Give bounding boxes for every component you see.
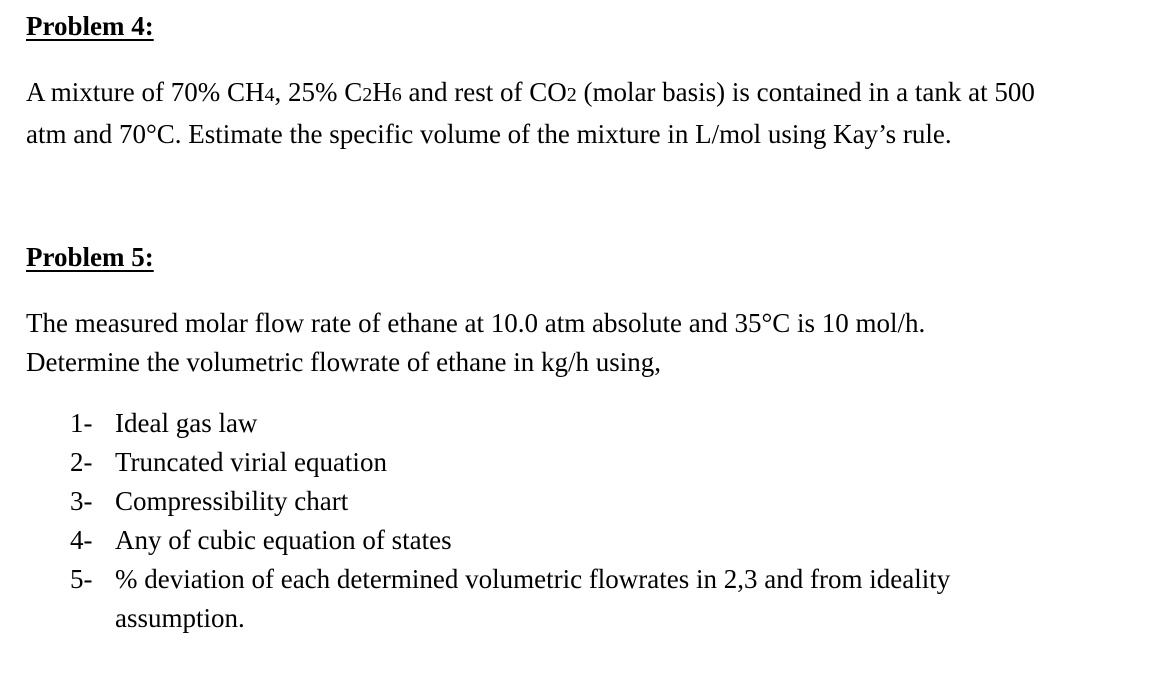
list-item-text: Compressibility chart: [115, 486, 349, 516]
subscript-text: 6: [391, 84, 402, 106]
problem-5-line-1: The measured molar flow rate of ethane at 10.0 atm absolute and 35°C is 10 mol/h.: [26, 308, 926, 338]
list-item-text: % deviation of each determined volumetric flowrates in 2,3 and from ideality assumption.: [115, 564, 951, 633]
text-run: (molar basis) is contained in a tank at 500: [576, 77, 1035, 107]
text-run: and rest of CO: [401, 77, 567, 107]
problem-4-heading: Problem 4:: [26, 11, 154, 41]
problem-5-line-2: Determine the volumetric flowrate of ethane in kg/h using,: [26, 347, 662, 377]
list-item-text: Ideal gas law: [115, 408, 258, 438]
list-item: [70, 404, 1110, 443]
list-item-number: 5-: [70, 564, 93, 594]
text-run: , 25% C: [274, 77, 363, 107]
list-item-number: 2-: [70, 447, 93, 477]
text-run: A mixture of 70% CH: [26, 77, 265, 107]
list-item-number: 3-: [70, 486, 93, 516]
list-item: [70, 560, 1110, 638]
list-item: [70, 443, 1110, 482]
subscript-text: 2: [362, 84, 373, 106]
problem-5-heading: Problem 5:: [26, 242, 154, 272]
list-item-text: Truncated virial equation: [115, 447, 387, 477]
list-item-number: 1-: [70, 408, 93, 438]
text-run: H: [372, 77, 392, 107]
list-item-number: 4-: [70, 525, 93, 555]
subscript-text: 4: [264, 84, 275, 106]
problem-5-task-list: [70, 404, 1110, 638]
list-item: [70, 482, 1110, 521]
subscript-text: 2: [566, 84, 577, 106]
problem-4-line-2: atm and 70°C. Estimate the specific volume of the mixture in L/mol using Kay’s rule.: [26, 119, 952, 149]
list-item: [70, 521, 1110, 560]
list-item-text: Any of cubic equation of states: [115, 525, 452, 555]
problem-4-statement: [26, 73, 1146, 154]
problem-4-line-1: [26, 77, 1035, 107]
problem-5-statement: [26, 304, 1146, 382]
